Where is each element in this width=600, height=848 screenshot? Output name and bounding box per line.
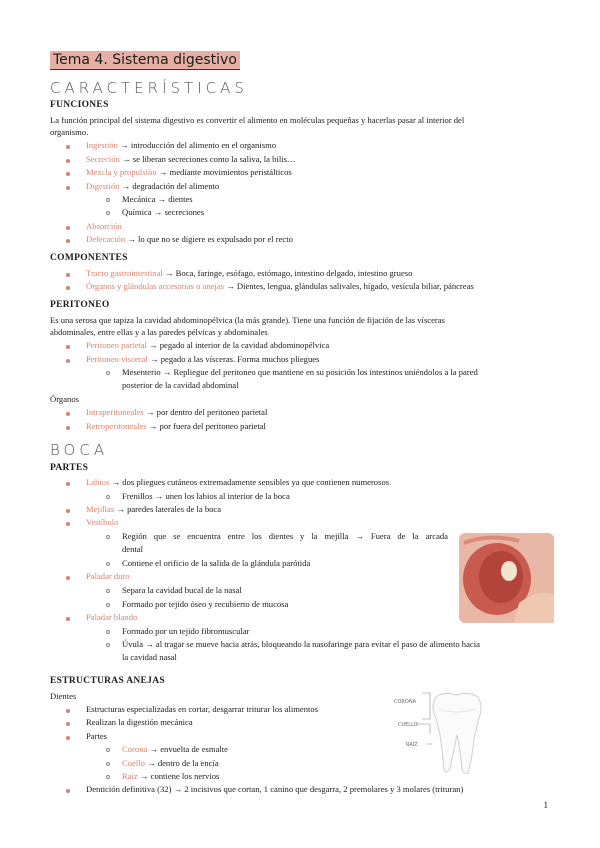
bullet-dot — [66, 709, 70, 713]
item-term: Ingestión — [86, 140, 118, 150]
bullet-dot — [66, 273, 70, 277]
bullet-dot — [66, 426, 70, 430]
funciones-intro-line1: La función principal del sistema digestivo es convertir el alimento en moléculas pequeñas y hacerlas pasar al interior del — [50, 115, 465, 125]
bullet-dot — [66, 345, 70, 349]
list-item — [86, 611, 137, 623]
list-item: Estructuras especializadas en cortar, desgarrar triturar los alimentos — [86, 704, 319, 714]
item-term: Vestíbulo — [86, 517, 119, 527]
item-text: → pegado a las vísceras. Forma muchos pliegues — [147, 354, 320, 364]
item-term: Absorción — [86, 221, 122, 231]
tooth-label-corona: CORONA — [394, 699, 416, 705]
sub-bullet — [106, 535, 110, 539]
bullet-dot — [66, 145, 70, 149]
sub-item — [122, 743, 228, 755]
sub-bullet — [106, 748, 110, 752]
mouth-illustration — [459, 533, 554, 623]
item-term: Retroperitoneales — [86, 421, 147, 431]
organos-label: Órganos — [50, 394, 79, 404]
bullet-dot — [66, 789, 70, 793]
list-item — [86, 220, 122, 232]
bullet-dot — [66, 226, 70, 230]
list-item — [86, 280, 474, 292]
item-text: → degradación del alimento — [119, 181, 220, 191]
bullet-dot — [66, 736, 70, 740]
item-term: Paladar blando — [86, 612, 138, 622]
item-term: Labios — [86, 477, 110, 487]
peritoneo-intro-line1: Es una serosa que tapiza la cavidad abdominopélvica (la más grande). Tiene una función de fijación de las vísceras — [50, 315, 445, 325]
list-item — [86, 153, 296, 165]
sub-bullet — [106, 630, 110, 634]
sub-item-line1: Mesenterio → Repliegue del peritoneo que mantiene en su posición los intestinos uniéndolos a la pared — [122, 367, 478, 377]
sub-item: Contiene el orificio de la salida de la glándula parótida — [122, 558, 311, 568]
bullet-dot — [66, 482, 70, 486]
item-term: Paladar duro — [86, 571, 130, 581]
list-item — [86, 516, 118, 528]
item-term: Peritoneo parietal — [86, 340, 147, 350]
bullet-dot — [66, 412, 70, 416]
sub-item — [122, 770, 219, 782]
list-item: Realizan la digestión mecánica — [86, 717, 193, 727]
list-item: Dentición definitiva (32) → 2 incisivos que cortan, 1 canino que desgarra, 2 premolares y 3 molares (trituran) — [86, 784, 464, 794]
bullet-dot — [66, 359, 70, 363]
sub-bullet — [106, 643, 110, 647]
section-caracteristicas: CARACTERÍSTICAS — [50, 79, 248, 97]
sub-bullet — [106, 371, 110, 375]
heading-estructuras-anejas: ESTRUCTURAS ANEJAS — [50, 676, 165, 686]
sub-bullet — [106, 762, 110, 766]
list-item — [86, 503, 221, 515]
sub-item-line2: la cavidad nasal — [122, 652, 177, 662]
list-item — [86, 180, 219, 192]
bullet-dot — [66, 522, 70, 526]
sub-item: Química → secreciones — [122, 207, 205, 217]
page-title: Tema 4. Sistema digestivo — [50, 51, 240, 70]
tooth-label-raiz: RAÍZ — [406, 742, 418, 748]
bullet-dot — [66, 239, 70, 243]
item-term: Órganos y glándulas accesorias o anejas — [86, 281, 225, 291]
item-text: → se liberan secreciones como la saliva, la bilis… — [119, 154, 296, 164]
tooth-label-cuello: CUELLO — [398, 722, 418, 728]
sub-item-line1: Región que se encuentra entre los dientes y la mejilla → Fuera de la arcada — [122, 531, 448, 541]
bullet-dot — [66, 576, 70, 580]
dientes-label: Dientes — [50, 691, 77, 701]
list-item — [86, 406, 267, 418]
sub-bullet — [106, 589, 110, 593]
list-item — [86, 420, 266, 432]
list-item — [86, 166, 292, 178]
item-text: → dentro de la encía — [144, 758, 219, 768]
item-term: Raíz — [122, 771, 138, 781]
heading-peritoneo: PERITONEO — [50, 300, 110, 310]
list-item — [86, 339, 329, 351]
item-text: → por dentro del peritoneo parietal — [143, 407, 268, 417]
item-term: Peritoneo visceral — [86, 354, 148, 364]
heading-componentes: COMPONENTES — [50, 253, 128, 263]
item-term: Defecación — [86, 234, 126, 244]
bullet-dot — [66, 172, 70, 176]
funciones-intro-line2: organismo. — [50, 127, 89, 137]
section-boca: BOCA — [50, 441, 109, 459]
sub-item-line2: dental — [122, 544, 143, 554]
list-item — [86, 353, 319, 365]
tooth-illustration — [394, 689, 486, 777]
bullet-dot — [66, 186, 70, 190]
bullet-dot — [66, 286, 70, 290]
list-item — [86, 570, 130, 582]
sub-item-line1: Úvula → al tragar se mueve hacia atrás, bloqueando la nasofaringe para evitar el paso de alimento hacia — [122, 639, 480, 649]
item-text: → lo que no se digiere es expulsado por el recto — [125, 234, 293, 244]
item-term: Tracto gastrointestinal — [86, 268, 163, 278]
bullet-dot — [66, 617, 70, 621]
item-term: Cuello — [122, 758, 145, 768]
item-term: Corona — [122, 744, 148, 754]
sub-item: Formado por tejido óseo y recubierto de mucosa — [122, 599, 289, 609]
list-item — [86, 267, 412, 279]
item-text: → por fuera del peritoneo parietal — [146, 421, 266, 431]
item-term: Secreción — [86, 154, 120, 164]
bullet-dot — [66, 722, 70, 726]
sub-item — [122, 757, 219, 769]
sub-item: Separa la cavidad bucal de la nasal — [122, 585, 242, 595]
sub-bullet — [106, 211, 110, 215]
sub-bullet — [106, 562, 110, 566]
sub-bullet — [106, 198, 110, 202]
bullet-dot — [66, 159, 70, 163]
sub-item: Formado por un tejido fibromuscular — [122, 626, 250, 636]
item-text: → mediante movimientos peristálticos — [156, 167, 292, 177]
sub-bullet — [106, 603, 110, 607]
item-text: → envuelta de esmalte — [147, 744, 228, 754]
list-item — [86, 139, 276, 151]
sub-bullet — [106, 495, 110, 499]
item-text: → contiene los nervios — [137, 771, 220, 781]
heading-partes: PARTES — [50, 463, 89, 473]
sub-item: Mecánica → dientes — [122, 194, 193, 204]
peritoneo-intro-line2: abdominales, entre ellas y a las paredes pélvicas y abdominales — [50, 327, 268, 337]
sub-bullet — [106, 775, 110, 779]
heading-funciones: FUNCIONES — [50, 100, 109, 110]
item-text: → pegado al interior de la cavidad abdominopélvica — [146, 340, 330, 350]
item-text: → dos pliegues cutáneos extremadamente sensibles ya que contienen numerosos — [109, 477, 390, 487]
item-text: → paredes laterales de la boca — [114, 504, 222, 514]
item-term: Intraperitoneales — [86, 407, 144, 417]
sub-item-line2: posterior de la cavidad abdominal — [122, 380, 239, 390]
item-text: → Boca, faringe, esófago, estómago, intestino delgado, intestino grueso — [162, 268, 413, 278]
item-text: → Dientes, lengua, glándulas salivales, hígado, vesícula biliar, páncreas — [224, 281, 474, 291]
list-item: Partes — [86, 731, 108, 741]
list-item — [86, 233, 293, 245]
list-item — [86, 476, 389, 488]
item-term: Mezcla y propulsión — [86, 167, 157, 177]
sub-item: Frenillos → unen los labios al interior de la boca — [122, 491, 290, 501]
item-term: Mejillas — [86, 504, 115, 514]
item-text: → introducción del alimento en el organismo — [117, 140, 277, 150]
item-term: Digestión — [86, 181, 120, 191]
page-number: 1 — [543, 800, 548, 810]
bullet-dot — [66, 509, 70, 513]
